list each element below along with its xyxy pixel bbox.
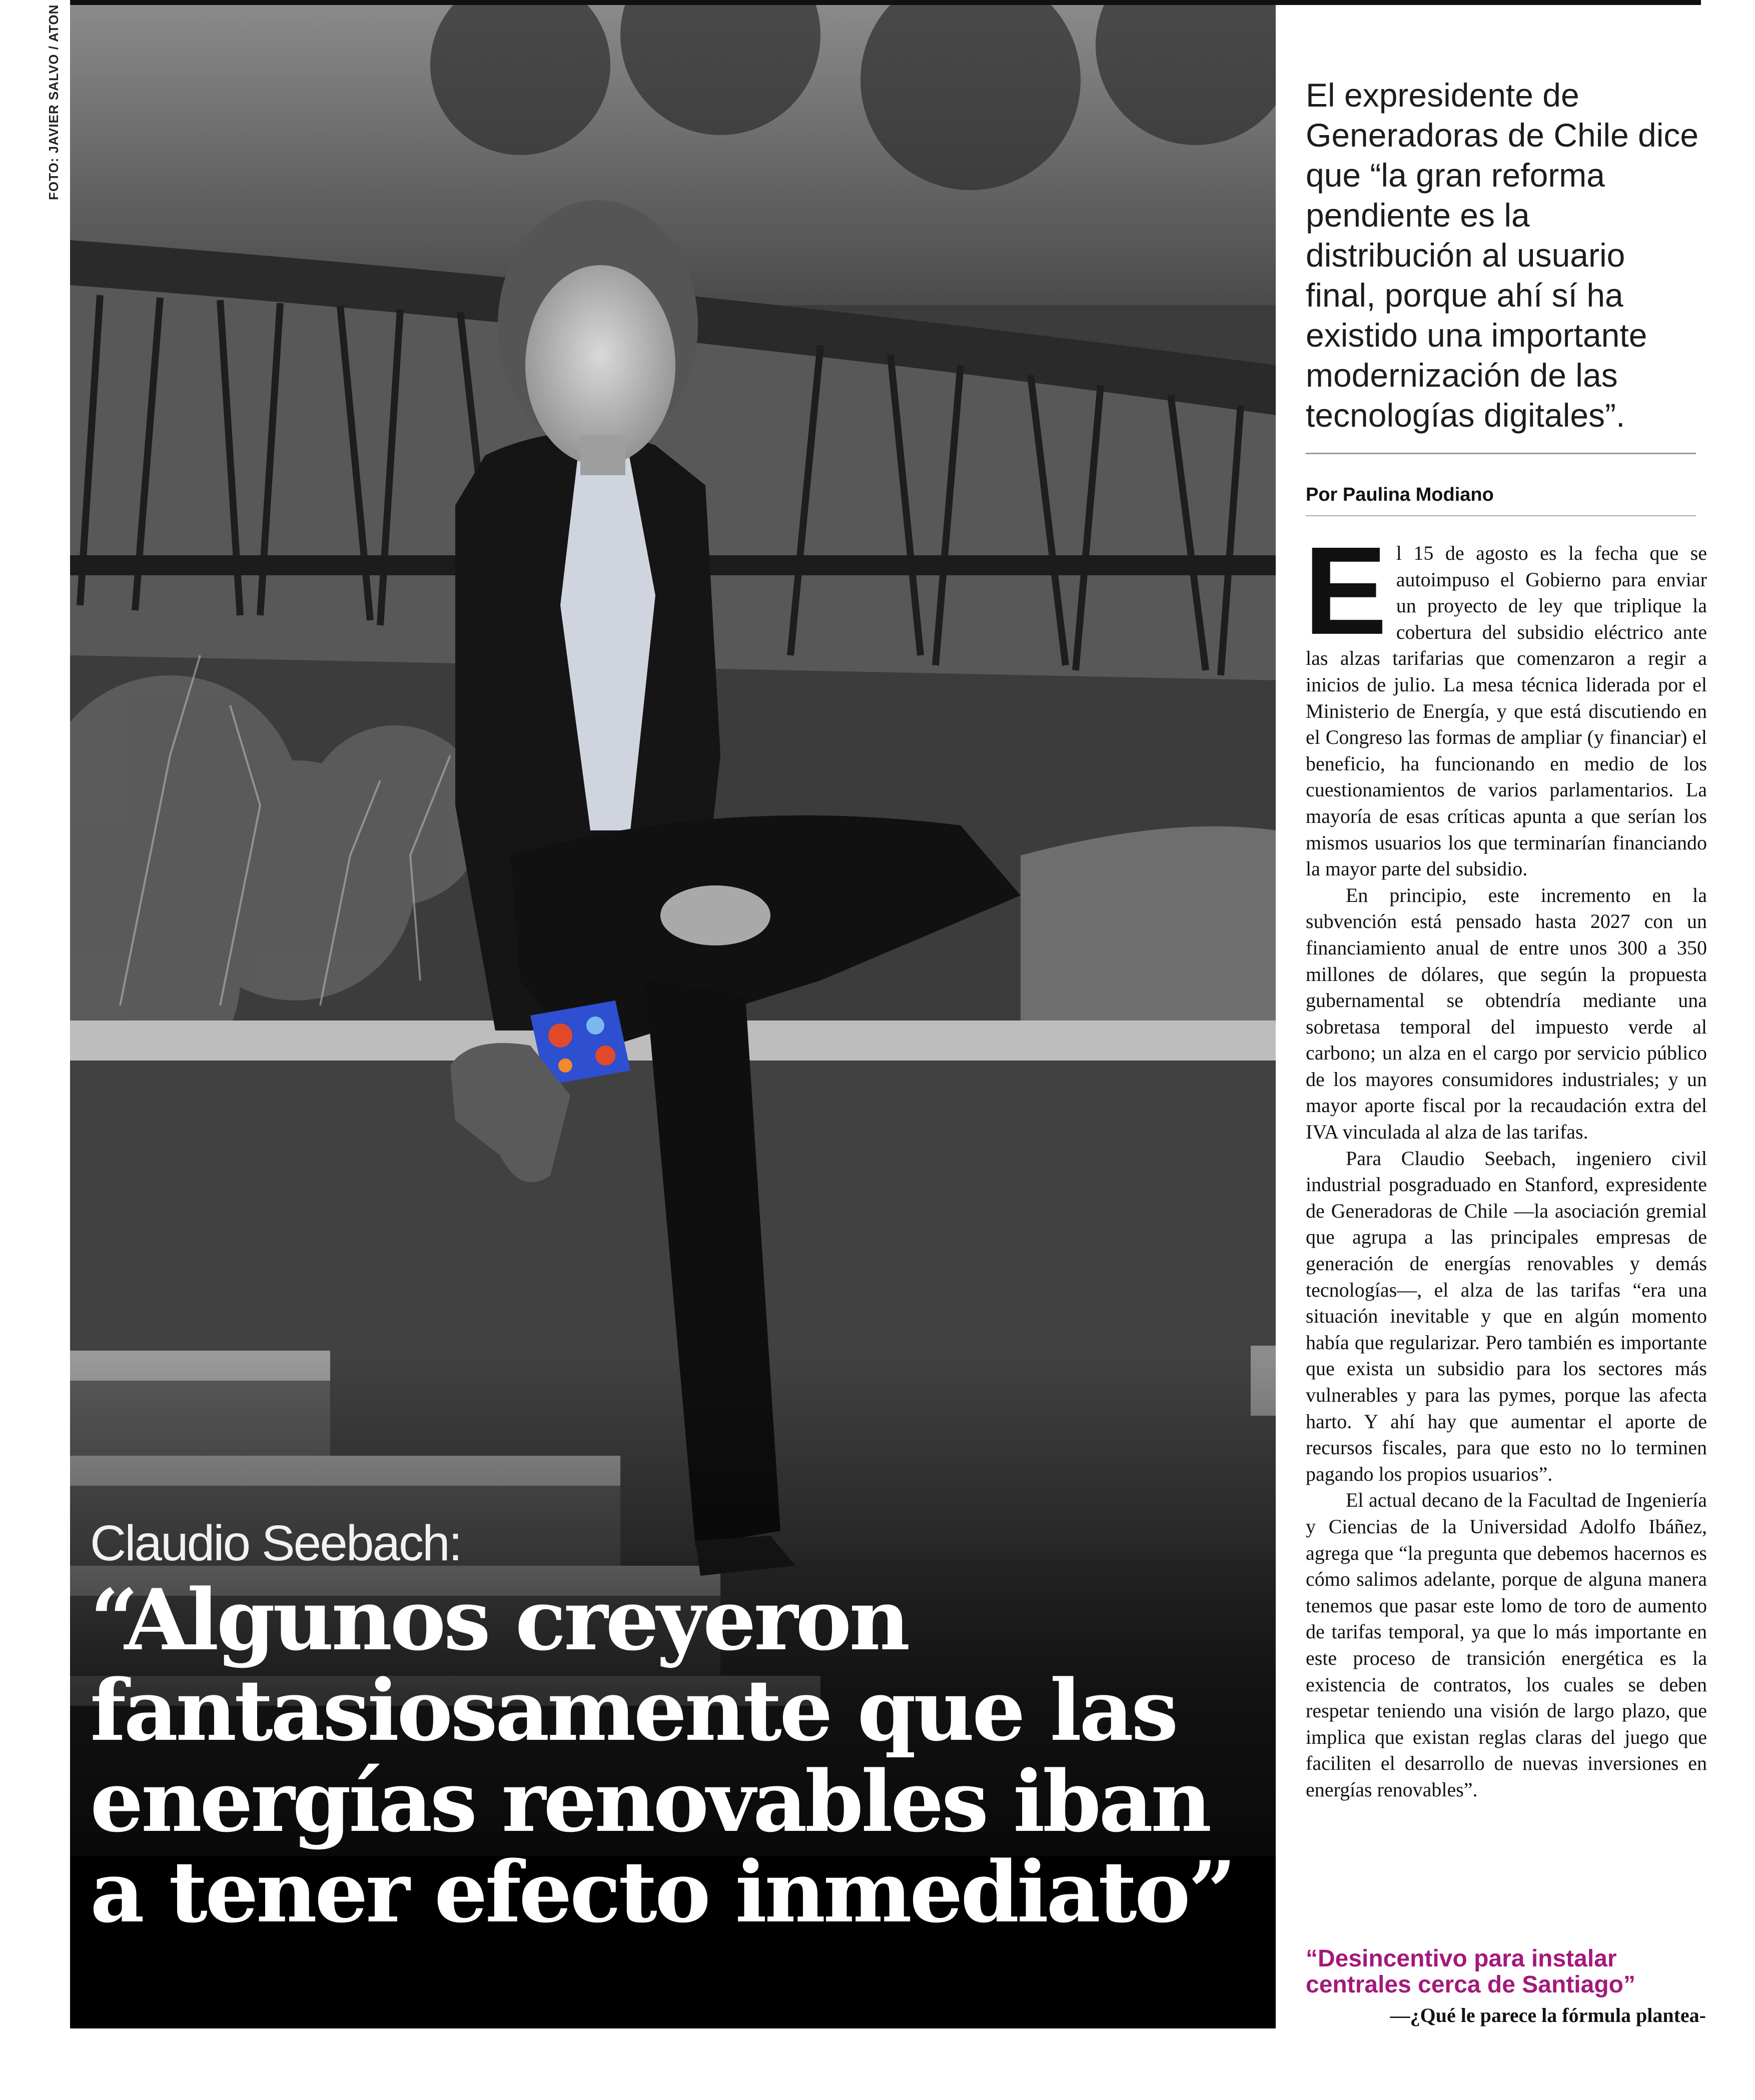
- drop-cap: E: [1304, 521, 1387, 660]
- paragraph: El actual decano de la Facultad de Ingeniería y Ciencias de la Universidad Adolfo Ibáñez, agrega que “la pregunta que debemos hacernos es cómo salimos adelante, porque de alguna manera tenemos que pasar este lomo de toro de aumento de tarifas temporal, ya que lo más importante en este proceso de transición energética es la existencia de contratos, los cuales se deben respetar teniendo una visión de largo plazo, que implica que existan reglas claras del juego que faciliten el desarrollo de nuevas inversiones en energías renovables”.: [1306, 1489, 1707, 1801]
- top-rule: [70, 0, 1701, 5]
- headline: “Algunos creyeron fantasiosamente que las energías renovables iban a tener efecto inmediato”: [90, 1570, 1234, 1942]
- divider: [1306, 453, 1696, 454]
- divider: [1306, 515, 1696, 516]
- headline-block: [90, 1515, 1261, 1942]
- section-subhead: “Desincentivo para instalar centrales cerca de Santiago”: [1306, 1945, 1635, 1998]
- article-body: [1304, 521, 1707, 1803]
- photo-credit: FOTO: JAVIER SALVO / ATON: [46, 4, 61, 200]
- interview-question: —¿Qué le parece la fórmula plantea-: [1390, 2004, 1706, 2026]
- paragraph: [1304, 521, 1707, 882]
- paragraph: Para Claudio Seebach, ingeniero civil industrial posgraduado en Stanford, expresidente de Generadoras de Chile —la asociación gremial que agrupa a las principales empresas de generación de energías renovables y demás tecnologías—, el alza de las tarifas “era una situación inevitable y que en algún momento había que regularizar. Pero también es importante que exista un subsidio para los sectores más vulnerables y para las pymes, porque las afecta harto. Y ahí hay que aumentar el aporte de recursos fiscales, para que esto no lo terminen pagando los propios usuarios”.: [1306, 1147, 1707, 1485]
- paragraph: En principio, este incremento en la subvención está pensado hasta 2027 con un financiamiento anual de entre unos 300 a 350 millones de dólares, que según la propuesta gubernamental se obtendría mediante una sobretasa temporal del impuesto verde al carbono; un alza en el cargo por servicio público de los mayores consumidores industriales; y un mayor aporte fiscal por la recaudación extra del IVA vinculada al alza de las tarifas.: [1306, 883, 1707, 1144]
- standfirst: El expresidente de Generadoras de Chile dice que “la gran reforma pendiente es la distribución al usuario final, porque ahí sí ha existido una importante modernización de las tecnologías digitales”.: [1306, 77, 1699, 434]
- interviewee-name: Claudio Seebach:: [90, 1515, 461, 1571]
- paragraph-text: l 15 de agosto es la fecha que se autoimpuso el Gobierno para enviar un proyecto de ley que triplique la cobertura del subsidio eléctrico ante las alzas tarifarias que comenzaron a regir a inicios de julio. La mesa técnica liderada por el Ministerio de Energía, y que está discutiendo en el Congreso las formas de ampliar (y financiar) el beneficio, ha funcionando en medio de los cuestionamientos de varios parlamentarios. La mayoría de esas críticas apunta a que serían los mismos usuarios los que terminarían financiando la mayor parte del subsidio.: [1306, 542, 1707, 880]
- byline: Por Paulina Modiano: [1306, 484, 1494, 505]
